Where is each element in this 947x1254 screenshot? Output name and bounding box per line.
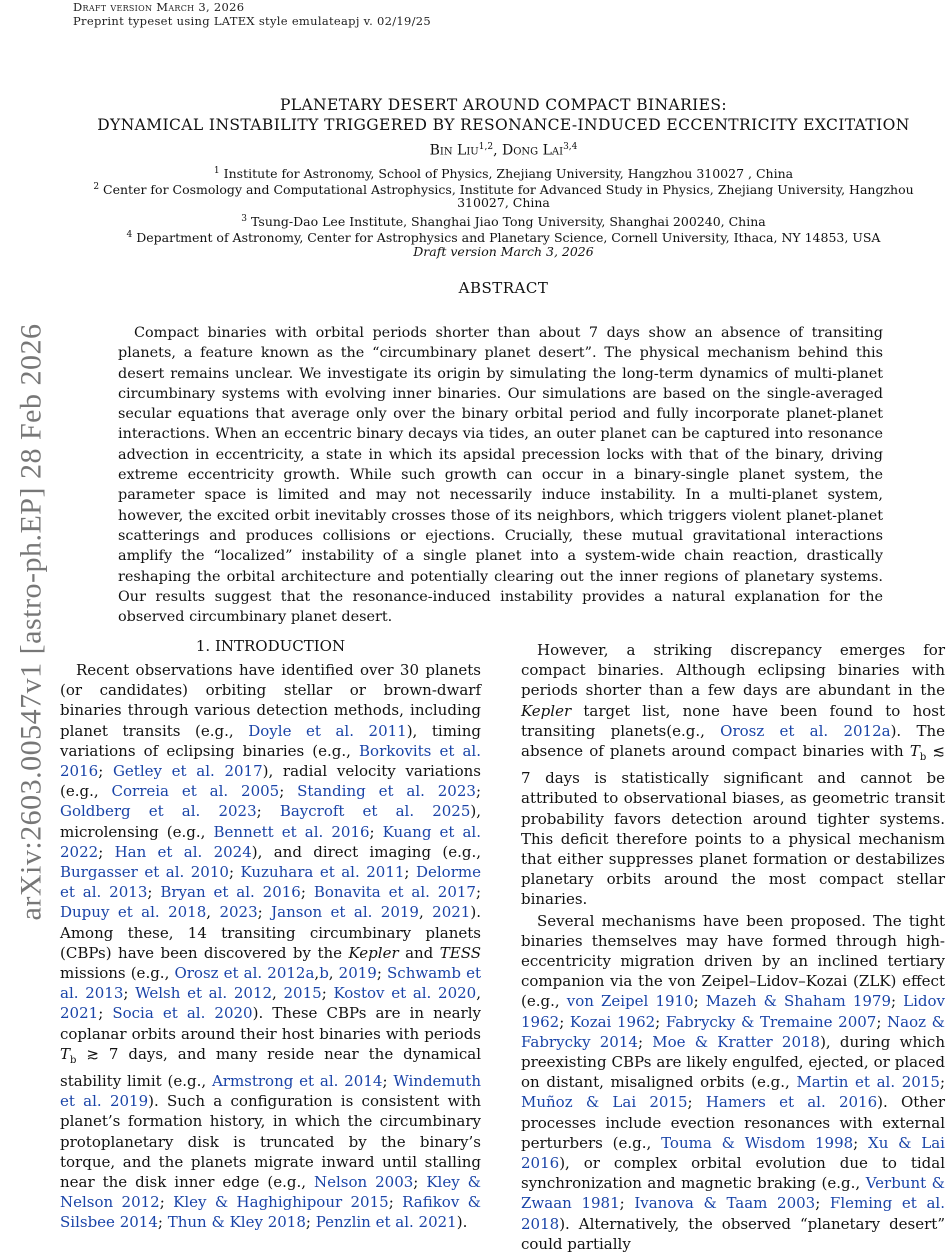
inline-math: $T_b$ ≲ 7	[521, 742, 945, 788]
citation-link[interactable]: Standing et al. 2023	[297, 782, 476, 801]
citation-link[interactable]: Ivanova & Taam 2003	[634, 1194, 816, 1213]
author-affiliation-marker: 1,2	[478, 142, 494, 152]
citation-link[interactable]: Orosz et al. 2012a	[720, 721, 891, 740]
affiliation-number: 3	[241, 214, 247, 224]
draft-version-header: Draft version March 3, 2026	[73, 0, 245, 14]
affiliation-text: 310027, China	[457, 195, 550, 210]
citation-link[interactable]: Armstrong et al. 2014	[211, 1072, 383, 1091]
citation-link[interactable]: Martin et al. 2015	[796, 1073, 940, 1092]
affiliation-number: 4	[126, 230, 133, 240]
citation-link[interactable]: Naoz & Fabrycky 2014	[521, 1012, 946, 1051]
citation-link[interactable]: Janson et al. 2019	[271, 903, 419, 922]
citation-link[interactable]: Getley et al. 2017	[112, 762, 263, 781]
citation-link[interactable]: Bennett et al. 2016	[213, 822, 370, 841]
citation-link[interactable]: 2021	[60, 1004, 99, 1023]
citation-link[interactable]: Kostov et al. 2020	[333, 984, 477, 1003]
italic-term: Kepler	[521, 701, 572, 720]
draft-date: Draft version March 3, 2026	[413, 244, 594, 259]
abstract-heading: ABSTRACT	[458, 279, 549, 297]
citation-link[interactable]: Doyle et al. 2011	[248, 721, 407, 740]
citation-link[interactable]: 2023	[219, 903, 258, 922]
citation-link[interactable]: Correia et al. 2005	[111, 782, 280, 801]
author-affiliation-marker: 3,4	[563, 142, 578, 152]
citation-link[interactable]: Goldberg et al. 2023	[60, 802, 257, 821]
citation-link[interactable]: 2021	[432, 903, 471, 922]
citation-link[interactable]: Windemuth et al. 2019	[60, 1072, 481, 1111]
citation-link[interactable]: Schwamb et al. 2013	[60, 964, 481, 1003]
author-separator: ,	[493, 142, 502, 159]
citation-link[interactable]: Borkovits et al. 2016	[60, 741, 481, 781]
affiliation-text: Institute for Astronomy, School of Physics, Zhejiang University, Hangzhou 310027 , China	[223, 166, 794, 182]
citation-link[interactable]: Hamers et al. 2016	[705, 1093, 878, 1112]
author-list	[60, 142, 947, 159]
citation-link[interactable]: Han et al. 2024	[114, 842, 252, 861]
paragraph: Recent observations have identified over 30 planets (or candidates) orbiting stellar or brown-dwarf binaries through various detection methods, including planet transits (e.g., Doyle et al. 2011), timing variations of eclipsing binaries (e.g., Borkovits et al. 2016; Getley et al. 2017), radial velocity variations (e.g., Correia et al. 2005; Standing et al. 2023; Goldberg et al. 2023; Baycroft et al. 2025), microlensing (e.g., Bennett et al. 2016; Kuang et al. 2022; Han et al. 2024), and direct imaging (e.g., Burgasser et al. 2010; Kuzuhara et al. 2011; Delorme et al. 2013; Bryan et al. 2016; Bonavita et al. 2017; Dupuy et al. 2018, 2023; Janson et al. 2019, 2021). Among these, 14 transiting circumbinary planets (CBPs) have been discovered by the Kepler and TESS missions (e.g., Orosz et al. 2012a,b, 2019; Schwamb et al. 2013; Welsh et al. 2012, 2015; Kostov et al. 2020, 2021; Socia et al. 2020). These CBPs are in nearly coplanar orbits around their host binaries with periods $T_b$ ≳ 7 days, and many reside near the dynamical stability limit (e.g., Armstrong et al. 2014; Windemuth et al. 2019). Such a configuration is consistent with planet’s formation history, in which the circumbinary protoplanetary disk is truncated by the binary’s torque, and the planets migrate inward until stalling near the disk inner edge (e.g., Nelson 2003; Kley & Nelson 2012; Kley & Haghighipour 2015; Rafikov & Silsbee 2014; Thun & Kley 2018; Penzlin et al. 2021).	[60, 661, 482, 1232]
citation-link[interactable]: Moe & Kratter 2018	[652, 1032, 821, 1051]
citation-link[interactable]: Dupuy et al. 2018	[60, 903, 207, 922]
arxiv-identifier: arXiv:2603.00547v1 [astro-ph.EP] 28 Feb 2026	[14, 323, 47, 921]
author-name: Bin Liu	[429, 142, 479, 159]
affiliation-text: Tsung-Dao Lee Institute, Shanghai Jiao Tong University, Shanghai 200240, China	[250, 214, 766, 230]
citation-link[interactable]: b	[319, 964, 329, 983]
citation-link[interactable]: Kuang et al. 2022	[60, 822, 481, 861]
citation-link[interactable]: Verbunt & Zwaan 1981	[521, 1174, 945, 1213]
section-heading-introduction: 1. INTRODUCTION	[195, 637, 346, 655]
citation-link[interactable]: Bonavita et al. 2017	[313, 883, 476, 902]
author-name: Dong Lai	[501, 142, 564, 159]
citation-link[interactable]: Fleming et al. 2018	[521, 1194, 945, 1233]
inline-math: $T_b$ ≳ 7	[60, 1044, 119, 1066]
citation-link[interactable]: Baycroft et al. 2025	[279, 802, 471, 821]
paragraph: However, a striking discrepancy emerges for compact binaries. Although eclipsing binaries with periods shorter than a few days are abundant in the Kepler target list, none have been found to host transiting planets(e.g., Orosz et al. 2012a). The absence of planets around compact binaries with $T_b$ ≲ 7 days is statistically significant and cannot be attributed to observational biases, as geometric transit probability favors detection around tighter systems. This deficit therefore points to a physical mechanism that either suppresses planet formation or destabilizes planetary orbits around the most compact stellar binaries.	[521, 641, 946, 909]
citation-link[interactable]: von Zeipel 1910	[566, 992, 694, 1011]
affiliation	[60, 195, 947, 211]
citation-link[interactable]: Mazeh & Shaham 1979	[705, 992, 891, 1011]
abstract-text: Compact binaries with orbital periods shorter than about 7 days show an absence of transiting planets, a feature known as the “circumbinary planet desert”. The physical mechanism behind this desert remains unclear. We investigate its origin by simulating the long-term dynamics of multi-planet circumbinary systems with evolving inner binaries. Our simulations are based on the single-averaged secular equations that average only over the binary orbital period and fully incorporate planet-planet interactions. When an eccentric binary decays via tides, an outer planet can be captured into resonance advection in eccentricity, a state in which its apsidal precession locks with that of the binary, driving extreme eccentricity growth. While such growth can occur in a binary-single planet system, the parameter space is limited and may not necessarily induce instability. In a multi-planet system, however, the excited orbit inevitably crosses those of its neighbors, which triggers violent planet-planet scatterings and produces collisions or ejections. Crucially, these mutual gravitational interactions amplify the “localized” instability of a single planet into a system-wide chain reaction, drastically reshaping the orbital architecture and potentially clearing out the inner regions of planetary systems. Our results suggest that the resonance-induced instability provides a natural explanation for the observed circumbinary planet desert.	[118, 325, 883, 626]
citation-link[interactable]: Penzlin et al. 2021	[315, 1213, 457, 1232]
citation-link[interactable]: Fabrycky & Tremaine 2007	[665, 1012, 877, 1031]
paper-title-line-1: PLANETARY DESERT AROUND COMPACT BINARIES:	[279, 96, 728, 114]
italic-term: Kepler	[348, 943, 399, 962]
affiliation-text: Department of Astronomy, Center for Astrophysics and Planetary Science, Cornell University, Ithaca, NY 14853, USA	[136, 230, 881, 246]
citation-link[interactable]: 2019	[338, 964, 377, 983]
citation-link[interactable]: Socia et al. 2020	[112, 1004, 253, 1023]
citation-link[interactable]: Thun & Kley 2018	[167, 1213, 306, 1232]
citation-link[interactable]: Orosz et al. 2012a	[174, 964, 315, 983]
preprint-note: Preprint typeset using LATEX style emulateapj v. 02/19/25	[73, 14, 432, 28]
citation-link[interactable]: Delorme et al. 2013	[60, 863, 481, 902]
citation-link[interactable]: Nelson 2003	[313, 1173, 414, 1192]
citation-link[interactable]: Lidov 1962	[521, 992, 946, 1031]
left-column	[60, 660, 481, 1233]
citation-link[interactable]: Kley & Haghighipour 2015	[173, 1193, 389, 1212]
citation-link[interactable]: Welsh et al. 2012	[135, 984, 273, 1003]
citation-link[interactable]: Muñoz & Lai 2015	[521, 1093, 688, 1112]
citation-link[interactable]: Rafikov & Silsbee 2014	[60, 1193, 482, 1232]
paragraph: Several mechanisms have been proposed. The tight binaries themselves may have formed through high-eccentricity migration driven by an inclined tertiary companion via the von Zeipel–Lidov–Kozai (ZLK) effect (e.g., von Zeipel 1910; Mazeh & Shaham 1979; Lidov 1962; Kozai 1962; Fabrycky & Tremaine 2007; Naoz & Fabrycky 2014; Moe & Kratter 2018), during which preexisting CBPs are likely engulfed, ejected, or placed on distant, misaligned orbits (e.g., Martin et al. 2015; Muñoz & Lai 2015; Hamers et al. 2016). Other processes include evection resonances with external perturbers (e.g., Touma & Wisdom 1998; Xu & Lai 2016), or complex orbital evolution due to tidal synchronization and magnetic braking (e.g., Verbunt & Zwaan 1981; Ivanova & Taam 2003; Fleming et al. 2018). Alternatively, the observed “planetary desert” could partially	[521, 911, 946, 1253]
right-column	[521, 640, 945, 1254]
citation-link[interactable]: Bryan et al. 2016	[160, 883, 301, 902]
citation-link[interactable]: Burgasser et al. 2010	[60, 863, 229, 882]
citation-link[interactable]: Xu & Lai 2016	[521, 1133, 945, 1173]
affiliation-number: 1	[213, 166, 220, 176]
citation-link[interactable]: 2015	[283, 984, 322, 1003]
abstract-body	[118, 323, 883, 627]
arxiv-identifier-sidebar	[0, 262, 62, 982]
paper-title-line-2: DYNAMICAL INSTABILITY TRIGGERED BY RESONANCE-INDUCED ECCENTRICITY EXCITATION	[97, 116, 910, 134]
citation-link[interactable]: Kozai 1962	[569, 1012, 656, 1031]
citation-link[interactable]: Touma & Wisdom 1998	[661, 1133, 854, 1152]
affiliation-number: 2	[93, 182, 100, 192]
citation-link[interactable]: Kuzuhara et al. 2011	[240, 863, 405, 882]
affiliation-text: Center for Cosmology and Computational Astrophysics, Institute for Advanced Study in Physics, Zhejiang University, Hangzhou	[103, 182, 914, 198]
citation-link[interactable]: Kley & Nelson 2012	[60, 1173, 481, 1212]
italic-term: TESS	[439, 943, 481, 962]
